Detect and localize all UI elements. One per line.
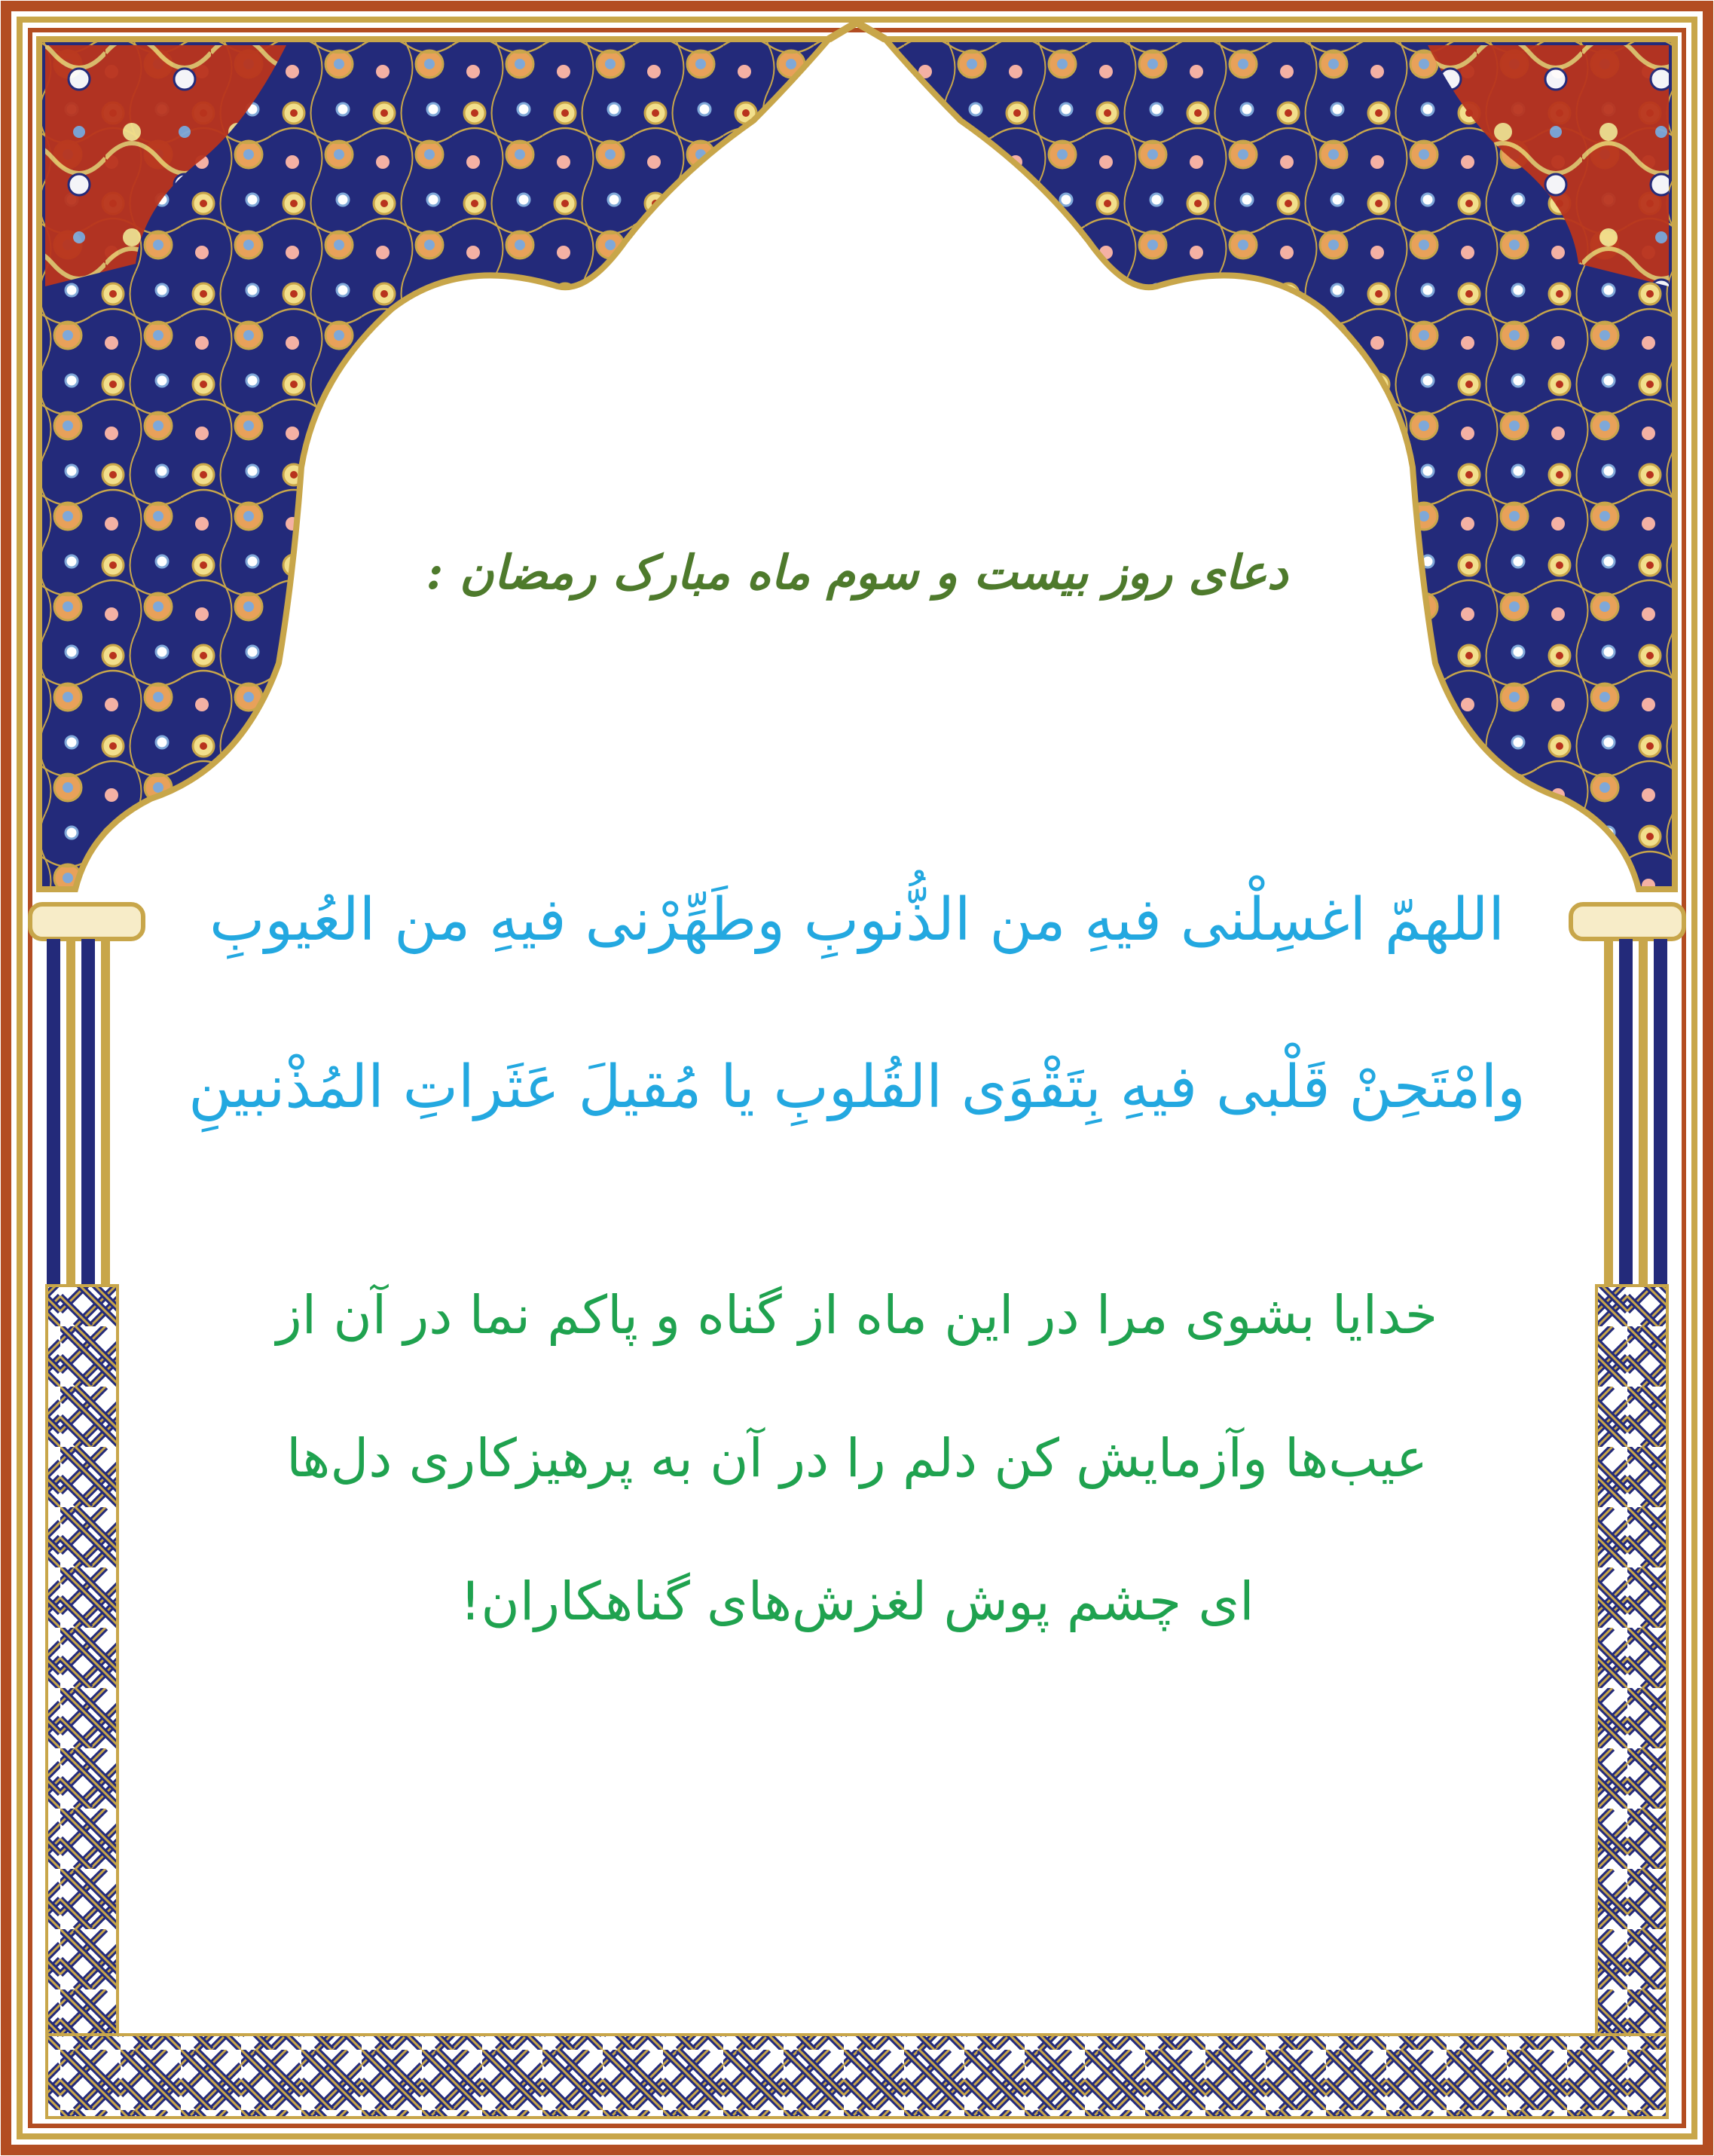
translation-line: ای چشم پوش لغزش‌های گناهکاران! bbox=[460, 1570, 1254, 1632]
persian-translation-text bbox=[0, 1243, 1714, 1673]
translation-line: خدایا بشوی مرا در این ماه از گناه و پاکم نما در آن از bbox=[276, 1284, 1438, 1346]
arabic-prayer-line: اللهمّ اغسِلْنی فیهِ من الذُّنوبِ وطَهِّرْنی فیهِ من العُیوبِ bbox=[209, 886, 1505, 954]
arabic-prayer-line: وامْتَحِنْ قَلْبی فیهِ بِتَقْوَی القُلوبِ یا مُقیلَ عَثَراتِ المُذْنبینِ bbox=[188, 1054, 1526, 1121]
prayer-title: دعای روز بیست و سوم ماه مبارک رمضان : bbox=[426, 545, 1288, 600]
translation-line: عیب‌ها وآزمایش کن دلم را در آن به پرهیزکاری دل‌ها bbox=[286, 1427, 1428, 1489]
arabic-prayer-text bbox=[0, 836, 1714, 1171]
